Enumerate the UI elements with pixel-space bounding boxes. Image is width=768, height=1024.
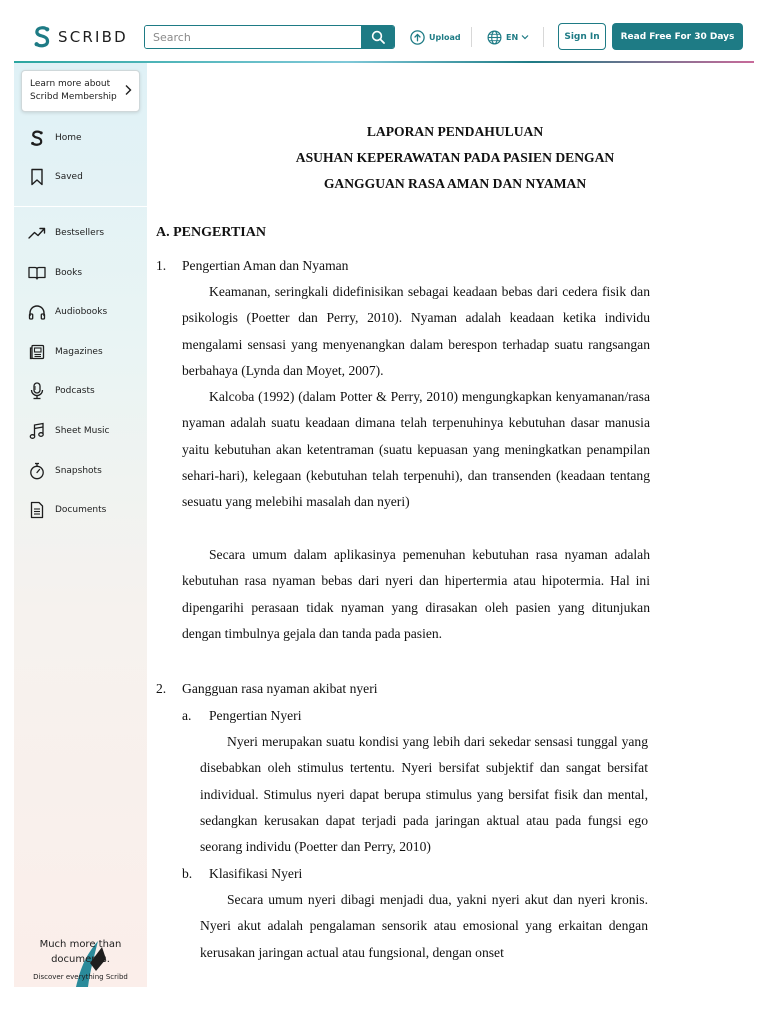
list-letter: b. bbox=[182, 866, 193, 881]
language-selector[interactable] bbox=[487, 28, 529, 46]
promo-title: Much more than documents. bbox=[39, 939, 122, 965]
document-icon bbox=[28, 501, 46, 519]
header-divider bbox=[543, 27, 544, 47]
sidebar-item-label: Magazines bbox=[55, 347, 103, 357]
sidebar-item-label: Bestsellers bbox=[55, 228, 105, 238]
top-navigation-bar bbox=[0, 0, 768, 62]
sidebar-item-saved[interactable] bbox=[28, 167, 83, 187]
search-input[interactable] bbox=[145, 26, 361, 48]
subsection-heading: Gangguan rasa nyaman akibat nyeri bbox=[182, 681, 378, 696]
sidebar-item-documents[interactable] bbox=[28, 500, 106, 520]
sidebar-item-sheet-music[interactable] bbox=[28, 421, 110, 441]
upload-icon bbox=[410, 30, 425, 45]
sign-in-button[interactable]: Sign In bbox=[558, 23, 606, 50]
sidebar-item-label: Audiobooks bbox=[55, 307, 108, 317]
promo-subtitle: Discover everything Scribd bbox=[33, 973, 128, 981]
paragraph: Secara umum dalam aplikasinya pemenuhan kebutuhan rasa nyaman adalah kebutuhan rasa nyaman bebas dari nyeri dan hipertermia atau hipotermia. Hal ini dipengarihi perasaan tidak nyaman yang dirasakan oleh pasien yang ditunjukan dengan timbulnya gejala dan tanda pada pasien. bbox=[182, 547, 650, 641]
paragraph: Secara umum nyeri dibagi menjadi dua, yakni nyeri akut dan nyeri kronis. Nyeri akut adalah pengalaman sensorik atau emosional yang erkaitan dengan kerusakan jaringan actual atau fungsional, dengan onset bbox=[200, 892, 648, 960]
list-number: 2. bbox=[156, 681, 167, 696]
page-bottom-mask bbox=[0, 987, 768, 1024]
sidebar-item-books[interactable] bbox=[28, 263, 82, 283]
sidebar-item-label: Snapshots bbox=[55, 466, 102, 476]
sidebar-item-magazines[interactable] bbox=[28, 342, 103, 362]
music-note-icon bbox=[28, 422, 46, 440]
subsection-heading: Klasifikasi Nyeri bbox=[209, 866, 303, 881]
search-icon bbox=[371, 30, 385, 44]
paragraph: Nyeri merupakan suatu kondisi yang lebih dari sekedar sensasi tunggal yang disebabkan oleh stimulus tertentu. Nyeri bersifat subjektif dan sangat bersifat individual. Stimulus nyeri dapat berupa stimulus yang bersifat fisik dan mental, sedangkan kerusakan dapat terjadi pada jaringan aktual atau pada fungsi ego seorang individu (Poetter dan Perry, 2010) bbox=[200, 734, 648, 855]
sidebar-divider bbox=[14, 206, 147, 207]
sidebar-item-label: Books bbox=[55, 268, 83, 278]
microphone-icon bbox=[28, 382, 46, 400]
sidebar-item-label: Saved bbox=[55, 172, 83, 182]
sidebar-item-home[interactable] bbox=[28, 128, 82, 148]
header-divider bbox=[471, 27, 472, 47]
scribd-logo[interactable] bbox=[32, 24, 128, 50]
scribd-logo-icon bbox=[32, 24, 52, 50]
scribd-icon bbox=[28, 129, 46, 147]
sidebar bbox=[14, 63, 147, 987]
subsection-heading: Pengertian Aman dan Nyaman bbox=[182, 258, 349, 273]
chevron-down-icon bbox=[521, 34, 529, 40]
trending-icon bbox=[28, 224, 46, 242]
sidebar-item-label: Sheet Music bbox=[55, 426, 110, 436]
paragraph: Kalcoba (1992) (dalam Potter & Perry, 2010) mengungkapkan kenyamanan/rasa nyaman adalah suatu keadaan dimana telah terpenuhinya kebutuhan dasar manusia yaitu kebutuhan akan ketentraman (suatu kepuasan yang meningkatkan penampilan sehari-hari), kelegaan (kebutuhan telah terpenuhi), dan transenden (keadaan tentang sesuatu yang melebihi masalah dan nyeri) bbox=[182, 389, 650, 510]
document-title-line: ASUHAN KEPERAWATAN PADA PASIEN DENGAN bbox=[295, 150, 615, 165]
promo-banner[interactable] bbox=[14, 923, 147, 987]
document-page bbox=[148, 63, 754, 987]
paragraph: Keamanan, seringkali didefinisikan sebagai keadaan bebas dari cedera fisik dan psikologis (Poetter dan Perry, 2010). Nyaman adalah keadaan ketika individu mengalami sensasi yang menyenangkan dalam berespon terhadap suatu rangsangan berbahaya (Lynda dan Moyet, 2007). bbox=[182, 284, 650, 378]
section-heading: A. PENGERTIAN bbox=[156, 225, 266, 240]
sidebar-item-label: Documents bbox=[55, 505, 107, 515]
list-number: 1. bbox=[156, 258, 167, 273]
book-icon bbox=[28, 264, 46, 282]
sidebar-item-snapshots[interactable] bbox=[28, 461, 102, 481]
logo-wordmark: SCRIBD bbox=[58, 28, 128, 46]
language-label: EN bbox=[506, 32, 519, 42]
list-letter: a. bbox=[182, 708, 192, 723]
headphones-icon bbox=[28, 303, 46, 321]
document-title-line: GANGGUAN RASA AMAN DAN NYAMAN bbox=[323, 176, 587, 191]
upload-button[interactable] bbox=[410, 28, 461, 46]
chevron-right-icon bbox=[123, 84, 133, 96]
stopwatch-icon bbox=[28, 462, 46, 480]
sidebar-item-podcasts[interactable] bbox=[28, 381, 95, 401]
membership-label: Learn more about Scribd Membership bbox=[30, 79, 117, 102]
sidebar-item-audiobooks[interactable] bbox=[28, 302, 107, 322]
sidebar-item-label: Podcasts bbox=[55, 386, 95, 396]
sidebar-item-bestsellers[interactable] bbox=[28, 223, 104, 243]
subsection-heading: Pengertian Nyeri bbox=[209, 708, 302, 723]
search-bar bbox=[144, 25, 395, 49]
search-button[interactable] bbox=[361, 26, 394, 48]
upload-label: Upload bbox=[429, 32, 461, 42]
sidebar-item-label: Home bbox=[55, 133, 82, 143]
document-title-line: LAPORAN PENDAHULUAN bbox=[366, 124, 544, 139]
magazine-icon bbox=[28, 343, 46, 361]
read-free-button[interactable]: Read Free For 30 Days bbox=[612, 23, 743, 50]
membership-card[interactable] bbox=[21, 70, 140, 112]
globe-icon bbox=[487, 30, 502, 45]
bookmark-icon bbox=[28, 168, 46, 186]
